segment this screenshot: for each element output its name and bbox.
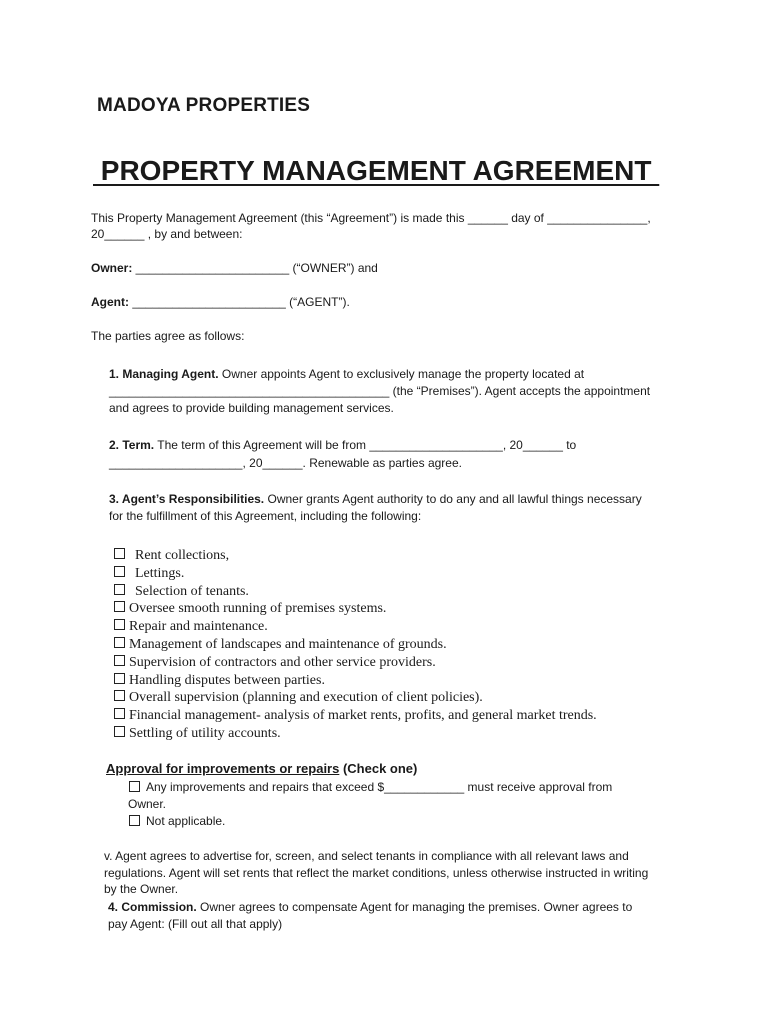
agent-text: _______________________ (“AGENT”). (129, 295, 350, 309)
checklist-item: Supervision of contractors and other service providers. (114, 654, 597, 672)
section-1-line-2: __________________________________________ (the “Premises”). Agent accepts the appointment (109, 384, 651, 398)
agree-line: The parties agree as follows: (91, 329, 245, 343)
approval-option-1: Any improvements and repairs that exceed $____________ must receive approval from (129, 779, 612, 796)
checkbox-icon[interactable] (129, 815, 140, 826)
checklist-item: Handling disputes between parties. (114, 672, 597, 690)
checkbox-icon[interactable] (114, 584, 125, 595)
agent-label: Agent: (91, 295, 129, 309)
checklist-item: Management of landscapes and maintenance of grounds. (114, 636, 597, 654)
approval-heading: Approval for improvements or repairs (106, 761, 340, 776)
checklist-item: Lettings. (114, 565, 597, 583)
section-2-line-2: ____________________, 20______. Renewable as parties agree. (109, 456, 462, 470)
checkbox-icon[interactable] (114, 708, 125, 719)
section-4-text: Owner agrees to compensate Agent for managing the premises. Owner agrees to (196, 900, 633, 914)
section-2-heading: 2. Term. (109, 438, 155, 452)
checklist-item: Overall supervision (planning and execution of client policies). (114, 689, 597, 707)
checkbox-icon[interactable] (114, 619, 125, 630)
checklist-item: Financial management- analysis of market rents, profits, and general market trends. (114, 707, 597, 725)
responsibilities-list (114, 547, 597, 743)
section-2-text: The term of this Agreement will be from ____________________, 20______ to (154, 438, 577, 452)
checkbox-icon[interactable] (114, 690, 125, 701)
section-4-line-1 (108, 899, 632, 916)
intro-line-1: This Property Management Agreement (this “Agreement”) is made this ______ day of _______________, (91, 211, 651, 225)
approval-option-1-cont: Owner. (128, 797, 167, 811)
section-v-line-2: regulations. Agent will set rents that reflect the market conditions, unless otherwise instructed in writing (104, 866, 649, 880)
section-1-line-1 (109, 366, 584, 383)
checkbox-icon[interactable] (114, 655, 125, 666)
section-3-heading: 3. Agent’s Responsibilities. (109, 492, 265, 506)
checkbox-icon[interactable] (129, 781, 140, 792)
checkbox-icon[interactable] (114, 673, 125, 684)
section-1-line-3: and agrees to provide building management services. (109, 401, 394, 415)
section-3-line-1 (109, 491, 642, 508)
owner-text: _______________________ (“OWNER”) and (132, 261, 378, 275)
approval-heading-line (106, 760, 417, 777)
checkbox-icon[interactable] (114, 726, 125, 737)
checklist-item: Repair and maintenance. (114, 618, 597, 636)
section-3-text: Owner grants Agent authority to do any and all lawful things necessary (264, 492, 642, 506)
section-v-line-3: by the Owner. (104, 882, 179, 896)
section-4-line-2: pay Agent: (Fill out all that apply) (108, 917, 283, 931)
section-1-text: Owner appoints Agent to exclusively manage the property located at (218, 367, 585, 381)
checkbox-icon[interactable] (114, 566, 125, 577)
document-title: PROPERTY MANAGEMENT AGREEMENT (93, 155, 660, 186)
company-name: MADOYA PROPERTIES (97, 95, 311, 116)
intro-line-2: 20______ , by and between: (91, 227, 243, 241)
section-1-heading: 1. Managing Agent. (109, 367, 219, 381)
section-v-line-1: v. Agent agrees to advertise for, screen, and select tenants in compliance with all relevant laws and (104, 849, 629, 863)
approval-option-2: Not applicable. (129, 813, 225, 830)
agent-line (91, 294, 350, 311)
checklist-item: Settling of utility accounts. (114, 725, 597, 743)
section-3-line-2: for the fulfillment of this Agreement, including the following: (109, 509, 422, 523)
approval-check-one: (Check one) (339, 761, 418, 776)
checklist-item: Rent collections, (114, 547, 597, 565)
checklist-item: Oversee smooth running of premises systems. (114, 600, 597, 618)
checkbox-icon[interactable] (114, 601, 125, 612)
checklist-item: Selection of tenants. (114, 583, 597, 601)
section-4-heading: 4. Commission. (108, 900, 197, 914)
owner-label: Owner: (91, 261, 133, 275)
checkbox-icon[interactable] (114, 548, 125, 559)
owner-line (91, 260, 378, 277)
checkbox-icon[interactable] (114, 637, 125, 648)
section-2-line-1 (109, 437, 576, 454)
